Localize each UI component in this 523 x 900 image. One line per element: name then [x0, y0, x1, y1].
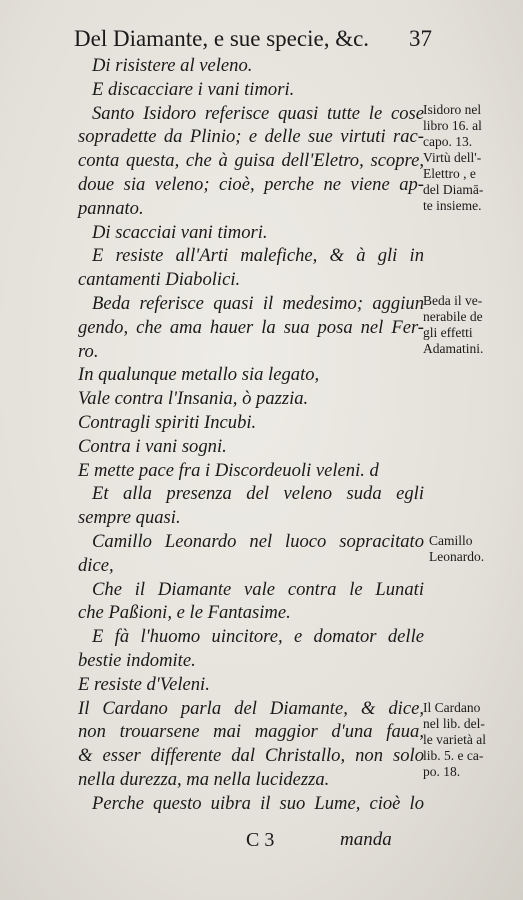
- text-line: Beda referisce quasi il medesimo; aggiun: [92, 292, 424, 314]
- note-line: Il Cardano: [423, 700, 481, 715]
- text-line: bestie indomite.: [78, 649, 196, 671]
- text-line: nella durezza, ma nella lucidezza.: [78, 768, 330, 790]
- text-line: Camillo Leonardo nel luoco sopracitato: [92, 530, 424, 552]
- note-line: libro 16. al: [423, 118, 482, 133]
- main-text: [78, 54, 424, 816]
- text-line: Di risistere al veleno.: [92, 55, 253, 76]
- text-line: Di scacciai vani timori.: [92, 221, 268, 243]
- note-line: gli effetti: [423, 325, 473, 340]
- note-line: Isidoro nel: [423, 102, 482, 117]
- text-line: Santo Isidoro referisce quasi tutte le cose: [92, 102, 424, 124]
- text-line: sopradette da Plinio; e delle sue virtuti rac-: [78, 126, 424, 148]
- note-line: Adamatini.: [423, 341, 484, 356]
- text-line: dice,: [78, 554, 114, 576]
- margin-note-cardano: [423, 700, 517, 780]
- catchword: manda: [340, 829, 392, 850]
- text-line: Il Cardano parla del Diamante, & dice,: [78, 697, 424, 719]
- margin-note-isidoro: [423, 102, 517, 214]
- note-line: Virtù dell'-: [423, 150, 482, 165]
- text-line: E discacciare i vani timori.: [92, 78, 295, 100]
- note-line: le varietà al: [423, 732, 486, 747]
- note-line: Leonardo.: [429, 549, 485, 564]
- running-header: [74, 24, 432, 54]
- margin-note-camillo: [429, 533, 523, 565]
- running-title: Del Diamante, e sue specie, &c.: [74, 26, 370, 51]
- note-line: Elettro , e: [423, 166, 476, 181]
- text-line: Vale contra l'Insania, ò pazzia.: [78, 388, 309, 410]
- margin-note-beda: [423, 293, 517, 357]
- note-line: Camillo: [429, 533, 473, 548]
- signature-mark: C 3: [246, 829, 275, 851]
- note-line: te insieme.: [423, 198, 482, 213]
- text-line: Contra i vani sogni.: [78, 435, 227, 457]
- text-line: che Paßioni, e le Fantasime.: [78, 602, 291, 624]
- text-line: pannato.: [78, 197, 144, 219]
- text-line: E resiste all'Arti malefiche, & à gli in: [92, 245, 424, 267]
- text-line: In qualunque metallo sia legato,: [78, 364, 320, 386]
- text-line: non trouarsene mai maggior d'una faua,: [78, 721, 424, 743]
- text-line: ro.: [78, 340, 99, 362]
- note-line: lib. 5. e ca-: [423, 748, 484, 763]
- page-number: 37: [409, 26, 432, 51]
- text-line: E mette pace fra i Discordeuoli veleni. d: [78, 459, 379, 481]
- text-line: & esser differente dal Christallo, non solo: [78, 745, 424, 767]
- note-line: nerabile de: [423, 309, 483, 324]
- text-line: Et alla presenza del veleno suda egli: [92, 483, 424, 505]
- text-line: cantamenti Diabolici.: [78, 269, 241, 291]
- note-line: del Diamā-: [423, 182, 484, 197]
- text-line: E fà l'huomo uincitore, e domator delle: [92, 626, 424, 648]
- note-line: po. 18.: [423, 764, 461, 779]
- text-line: gendo, che ama hauer la sua posa nel Fer-: [78, 316, 424, 338]
- text-line: E resiste d'Veleni.: [78, 673, 210, 695]
- text-line: conta questa, che à guisa dell'Eletro, scopre,: [78, 150, 424, 172]
- text-line: sempre quasi.: [78, 507, 181, 529]
- note-line: capo. 13.: [423, 134, 473, 149]
- note-line: nel lib. del-: [423, 716, 485, 731]
- text-line: Contragli spiriti Incubi.: [78, 411, 257, 433]
- text-line: Che il Diamante vale contra le Lunati: [92, 578, 424, 600]
- note-line: Beda il ve-: [423, 293, 483, 308]
- text-line: doue sia veleno; cioè, perche ne viene ap-: [78, 173, 424, 195]
- text-line: Perche questo uibra il suo Lume, cioè lo: [92, 792, 424, 814]
